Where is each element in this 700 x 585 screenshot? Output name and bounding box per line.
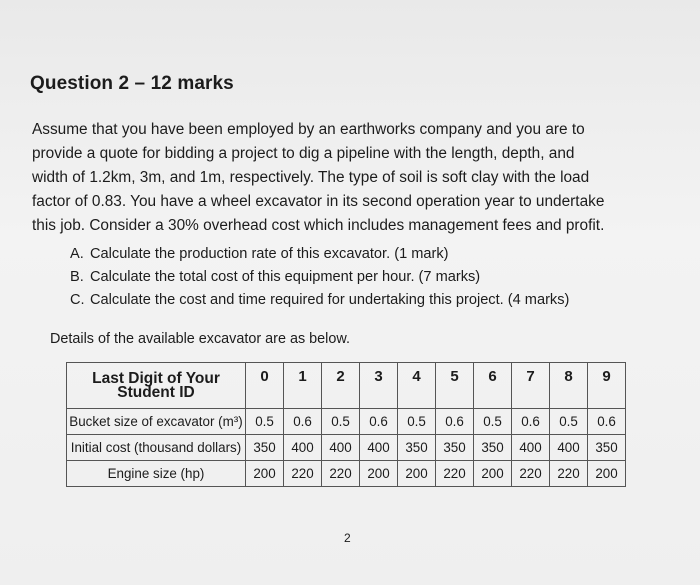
task-letter: B. [70, 269, 84, 285]
value-cell: 220 [550, 461, 588, 487]
table-row [67, 409, 626, 435]
row-label-cell: Bucket size of excavator (m³) [67, 409, 246, 435]
digit-header-cell: 6 [474, 363, 512, 409]
paragraph-line: this job. Consider a 30% overhead cost which includes management fees and profit. [32, 217, 605, 234]
task-list [70, 243, 569, 312]
digit-header-cell: 7 [512, 363, 550, 409]
value-cell: 0.5 [246, 409, 284, 435]
value-cell: 350 [246, 435, 284, 461]
paragraph-line: width of 1.2km, 3m, and 1m, respectively. The type of soil is soft clay with the load [32, 169, 590, 186]
table-row [67, 435, 626, 461]
row-label-cell: Initial cost (thousand dollars) [67, 435, 246, 461]
task-item-c [70, 289, 569, 312]
task-text: Calculate the cost and time required for undertaking this project. (4 marks) [90, 292, 570, 308]
digit-header-cell: 9 [588, 363, 626, 409]
table-header-row [67, 363, 626, 409]
value-cell: 0.5 [474, 409, 512, 435]
value-cell: 200 [360, 461, 398, 487]
row-label-cell: Engine size (hp) [67, 461, 246, 487]
task-item-a [70, 243, 569, 266]
value-cell: 200 [246, 461, 284, 487]
paragraph-line: provide a quote for bidding a project to dig a pipeline with the length, depth, and [32, 145, 575, 162]
value-cell: 350 [474, 435, 512, 461]
value-cell: 0.5 [550, 409, 588, 435]
value-cell: 0.6 [360, 409, 398, 435]
details-intro: Details of the available excavator are as below. [50, 331, 350, 347]
digit-header-cell: 1 [284, 363, 322, 409]
value-cell: 400 [360, 435, 398, 461]
value-cell: 350 [588, 435, 626, 461]
value-cell: 350 [436, 435, 474, 461]
value-cell: 400 [512, 435, 550, 461]
page-number: 2 [344, 531, 351, 545]
task-text: Calculate the production rate of this excavator. (1 mark) [90, 246, 449, 262]
value-cell: 220 [512, 461, 550, 487]
digit-header-cell: 5 [436, 363, 474, 409]
value-cell: 220 [436, 461, 474, 487]
paragraph-line: Assume that you have been employed by an earthworks company and you are to [32, 121, 585, 138]
value-cell: 400 [284, 435, 322, 461]
table-row [67, 461, 626, 487]
digit-header-cell: 3 [360, 363, 398, 409]
value-cell: 0.6 [588, 409, 626, 435]
value-cell: 0.6 [284, 409, 322, 435]
value-cell: 350 [398, 435, 436, 461]
value-cell: 200 [398, 461, 436, 487]
question-paragraph [32, 118, 672, 238]
digit-header-cell: 8 [550, 363, 588, 409]
question-title: Question 2 – 12 marks [30, 73, 234, 94]
value-cell: 400 [550, 435, 588, 461]
value-cell: 220 [284, 461, 322, 487]
excavator-table [66, 362, 626, 487]
digit-header-cell: 2 [322, 363, 360, 409]
value-cell: 0.6 [512, 409, 550, 435]
value-cell: 0.6 [436, 409, 474, 435]
value-cell: 400 [322, 435, 360, 461]
header-label-cell: Last Digit of Your Student ID [67, 363, 246, 409]
task-letter: C. [70, 292, 85, 308]
task-text: Calculate the total cost of this equipment per hour. (7 marks) [90, 269, 481, 285]
value-cell: 200 [588, 461, 626, 487]
paragraph-line: factor of 0.83. You have a wheel excavator in its second operation year to undertake [32, 193, 605, 210]
value-cell: 200 [474, 461, 512, 487]
digit-header-cell: 0 [246, 363, 284, 409]
task-item-b [70, 266, 569, 289]
value-cell: 0.5 [398, 409, 436, 435]
task-letter: A. [70, 246, 84, 262]
value-cell: 0.5 [322, 409, 360, 435]
value-cell: 220 [322, 461, 360, 487]
digit-header-cell: 4 [398, 363, 436, 409]
